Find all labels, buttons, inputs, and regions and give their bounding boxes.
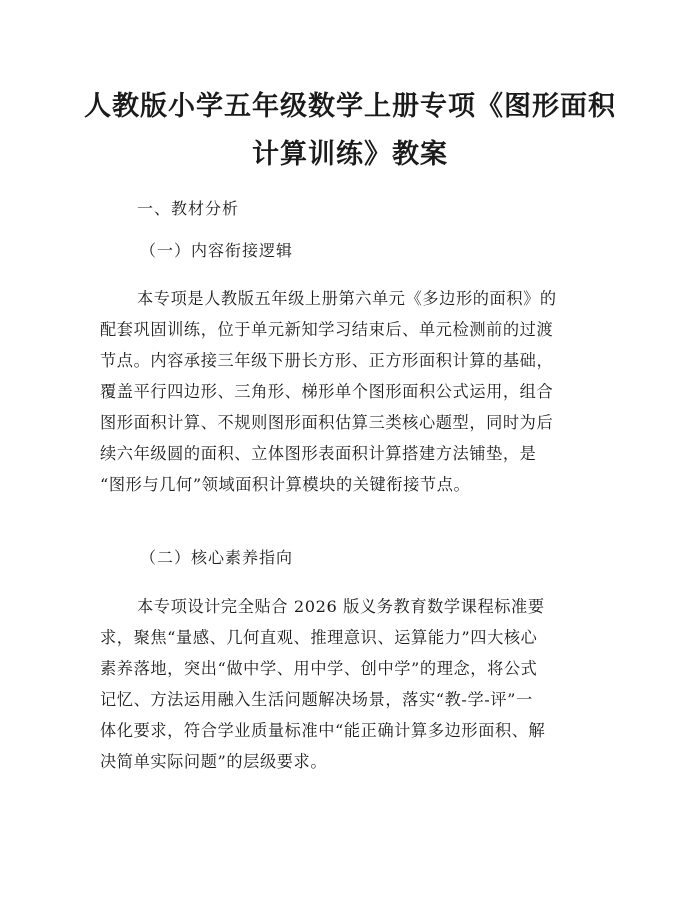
subsection-heading-content: （一）内容衔接逻辑 [140, 241, 294, 260]
paragraph-line: 本专项设计完全贴合 2026 版义务教育数学课程标准要 [137, 597, 545, 616]
paragraph-line: 节点。内容承接三年级下册长方形、正方形面积计算的基础， [100, 351, 554, 370]
paragraph-line: 配套巩固训练，位于单元新知学习结束后、单元检测前的过渡 [100, 320, 554, 339]
paragraph-line: 素养落地，突出“做中学、用中学、创中学”的理念，将公式 [100, 659, 538, 678]
paragraph-line: 图形面积计算、不规则图形面积估算三类核心题型，同时为后 [100, 413, 554, 432]
paragraph-line: 体化要求，符合学业质量标准中“能正确计算多边形面积、解 [100, 721, 546, 740]
paragraph-line: 求，聚焦“量感、几何直观、推理意识、运算能力”四大核心 [100, 628, 538, 647]
section-heading-analysis: 一、教材分析 [137, 199, 240, 218]
paragraph-line: 决简单实际问题”的层级要求。 [100, 752, 328, 771]
paragraph-core-literacy [100, 591, 600, 777]
paragraph-line: 续六年级圆的面积、立体图形表面积计算搭建方法铺垫，是 [100, 444, 537, 463]
paragraph-line: 本专项是人教版五年级上册第六单元《多边形的面积》的 [137, 289, 557, 308]
paragraph-line: 覆盖平行四边形、三角形、梯形单个图形面积公式运用，组合 [100, 382, 554, 401]
document-title-line-2: 计算训练》教案 [252, 139, 448, 170]
subsection-heading-literacy: （二）核心素养指向 [140, 548, 294, 567]
document-title-line-1: 人教版小学五年级数学上册专项《图形面积 [84, 91, 616, 122]
paragraph-line: “图形与几何”领域面积计算模块的关键衔接节点。 [100, 475, 471, 494]
paragraph-content-logic [100, 283, 600, 500]
paragraph-line: 记忆、方法运用融入生活问题解决场景，落实“教-学-评”一 [100, 690, 533, 709]
